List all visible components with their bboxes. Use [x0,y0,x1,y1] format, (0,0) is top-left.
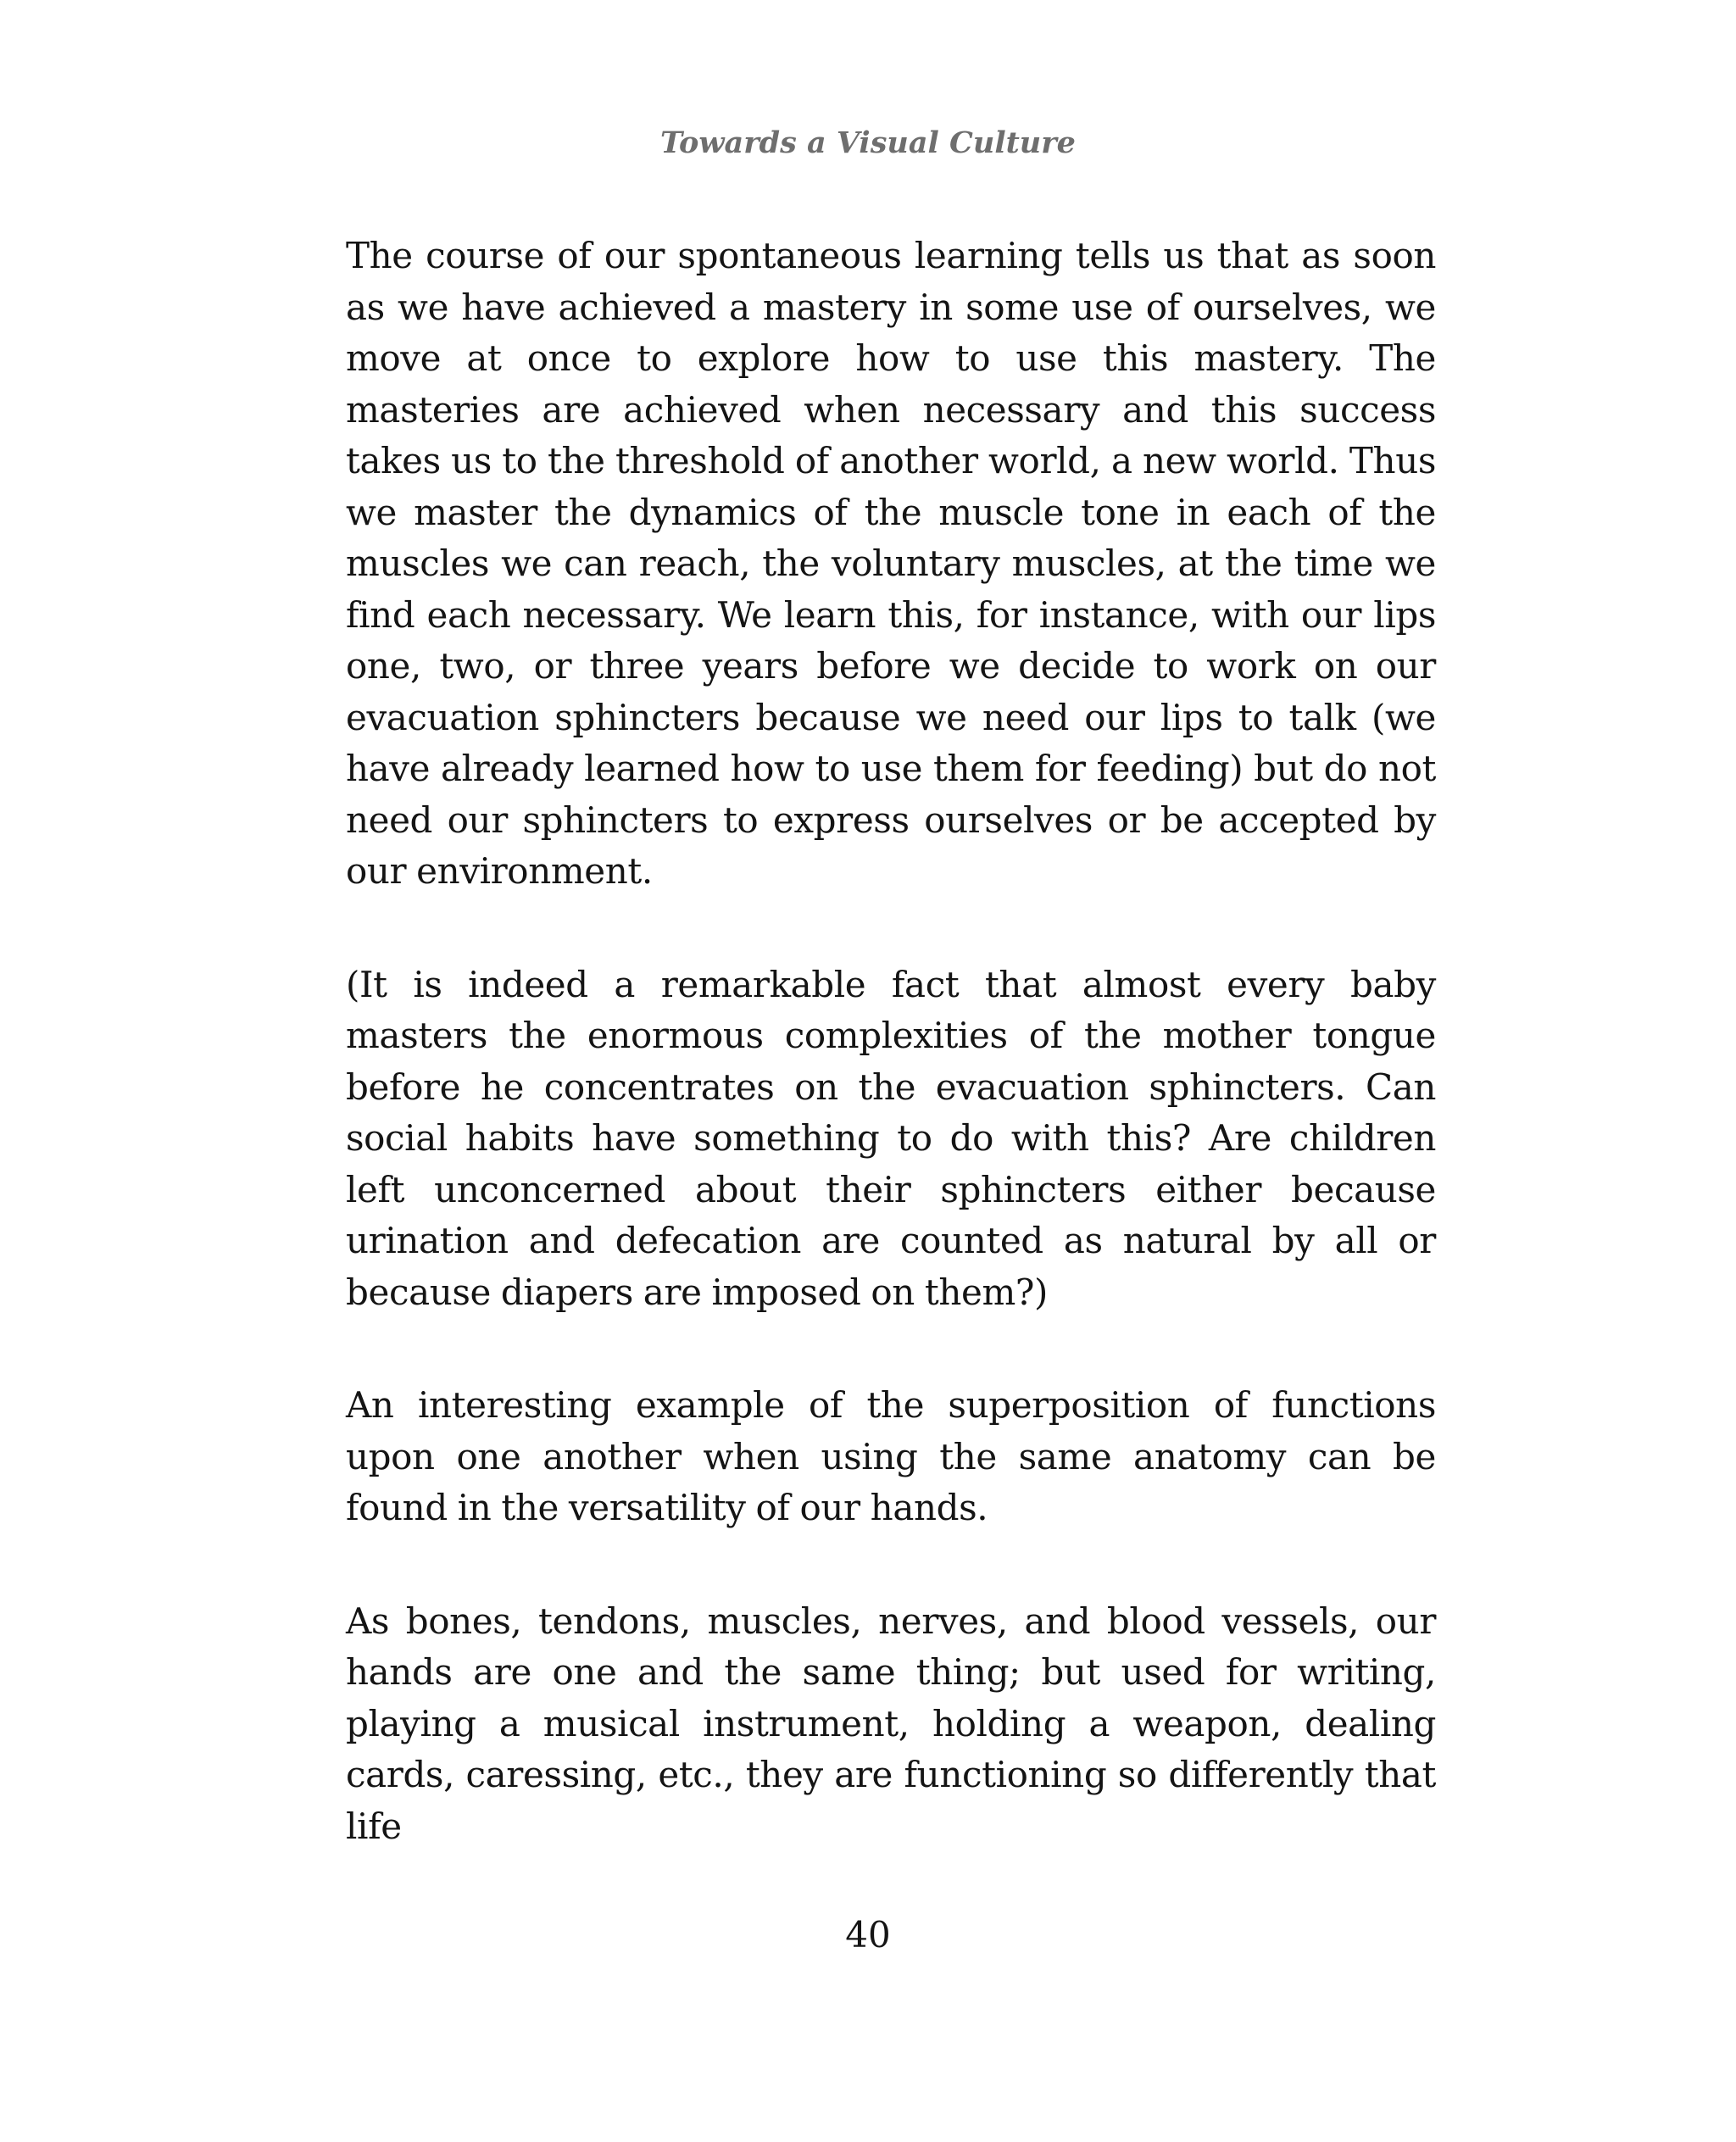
paragraph: An interesting example of the superposition of functions upon one another when using the same anatomy can be found in the versatility of our hands. [346,1384,1436,1528]
paragraph: (It is indeed a remarkable fact that almost every baby masters the enormous complexities of the mother tongue before he concentrates on the evacuation sphincters. Can social habits have something to do with this? Are children left unconcerned about their sphincters either because urination and defecation are counted as natural by all or because diapers are imposed on them?) [346,963,1436,1313]
body-text [346,231,1436,1852]
running-header-title: Towards a Visual Culture [660,125,1076,160]
paragraph: As bones, tendons, muscles, nerves, and blood vessels, our hands are one and the same thing; but used for writing, playing a musical instrument, holding a weapon, dealing cards, caressing, etc., they are functioning so differently that life [346,1600,1436,1847]
paragraph: The course of our spontaneous learning tells us that as soon as we have achieved a mastery in some use of ourselves, we move at once to explore how to use this mastery. The masteries are achieved when necessary and this success takes us to the threshold of another world, a new world. Thus we master the dynamics of the muscle tone in each of the muscles we can reach, the voluntary muscles, at the time we find each necessary. We learn this, for instance, with our lips one, two, or three years before we decide to work on our evacuation sphincters because we need our lips to talk (we have already learned how to use them for feeding) but do not need our sphincters to express ourselves or be accepted by our environment. [346,235,1436,892]
page-number: 40 [845,1914,891,1956]
